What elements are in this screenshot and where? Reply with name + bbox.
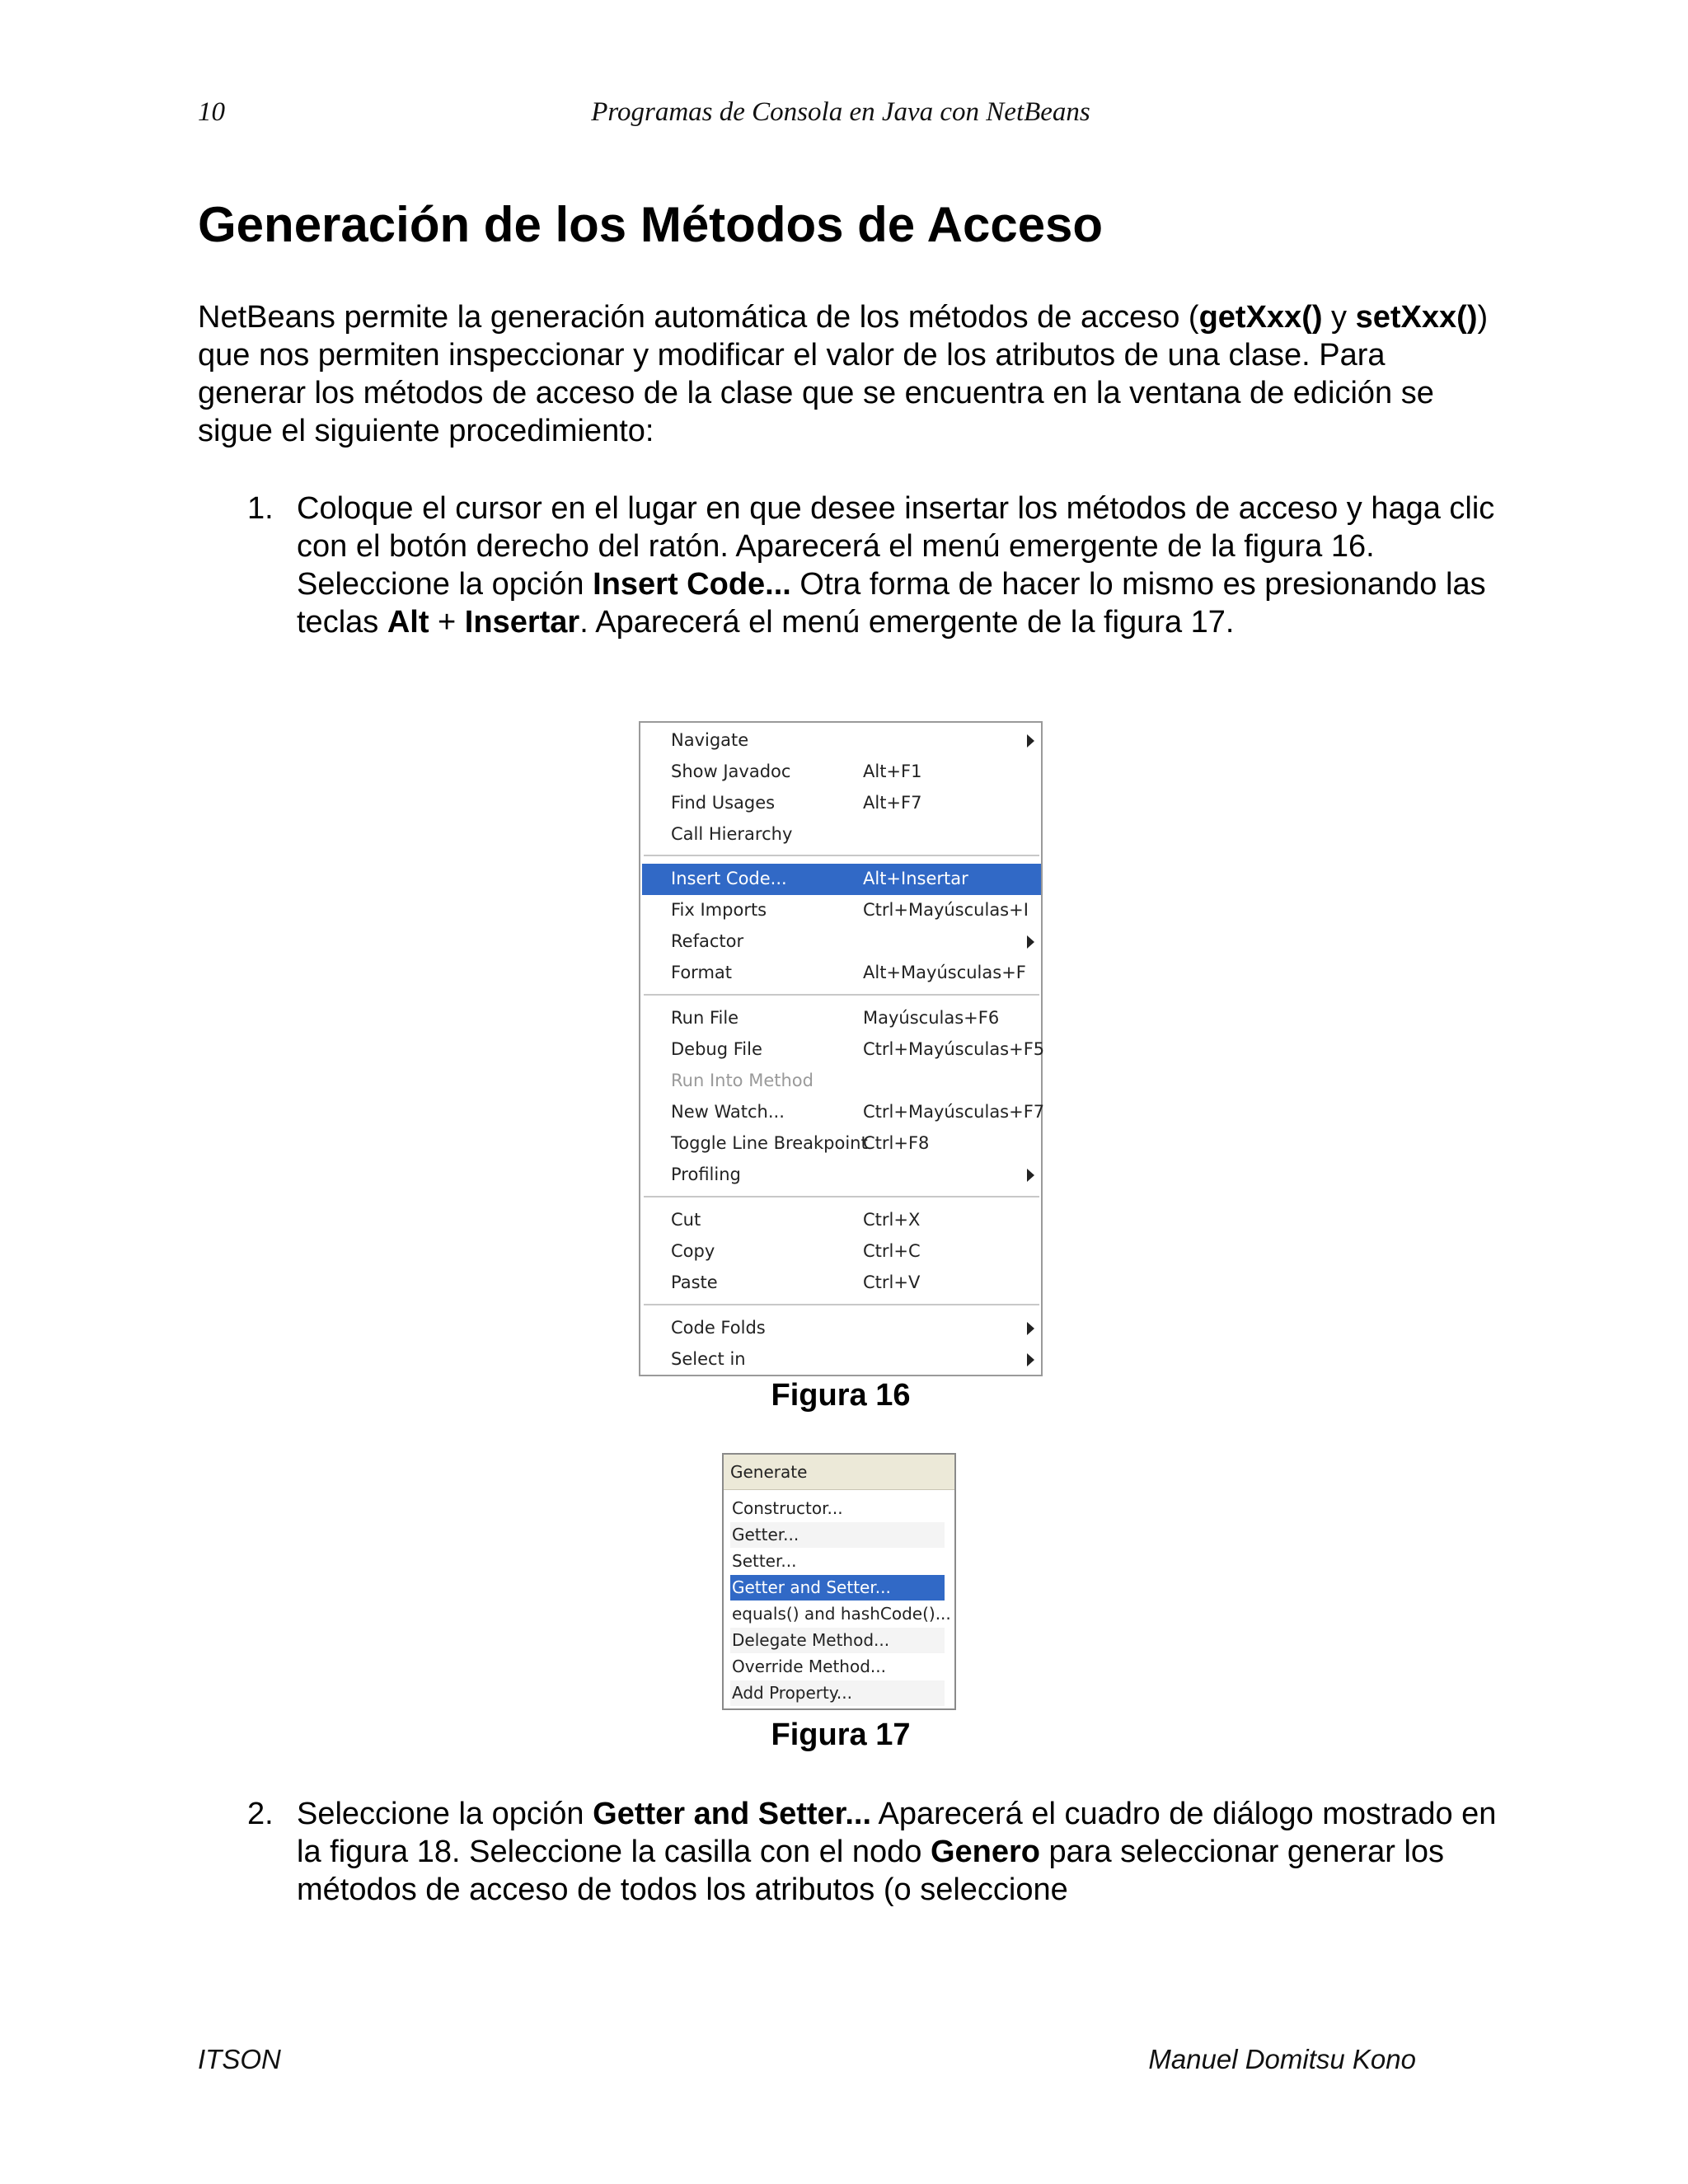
menu-item-insert-code[interactable]: Insert Code... Alt+Insertar xyxy=(642,864,1041,895)
generate-item-getter[interactable]: Getter... xyxy=(730,1522,945,1548)
menu-item-code-folds[interactable]: Code Folds xyxy=(642,1313,1041,1344)
book-title: Programas de Consola en Java con NetBeans xyxy=(591,97,1090,127)
menu-item-copy[interactable]: Copy Ctrl+C xyxy=(671,1241,921,1261)
generate-item-override-method[interactable]: Override Method... xyxy=(732,1657,886,1676)
menu-item-fix-imports[interactable]: Fix Imports Ctrl+Mayúsculas+I xyxy=(671,900,1029,920)
menu-item-cut[interactable]: Cut Ctrl+X xyxy=(671,1210,921,1230)
menu-item-format[interactable]: Format Alt+Mayúsculas+F xyxy=(671,963,1026,982)
submenu-arrow-icon xyxy=(1027,1169,1034,1182)
list-number: 1. xyxy=(247,491,274,526)
figure-17-caption: Figura 17 xyxy=(771,1718,911,1752)
generate-item-constructor[interactable]: Constructor... xyxy=(732,1498,843,1518)
menu-item-refactor[interactable]: Refactor xyxy=(642,926,1041,958)
list-text: Coloque el cursor en el lugar en que desee insertar los métodos de acceso y haga clic con el botón derecho del ratón. Aparecerá el menú emergente de la figura 16. Seleccione la opción Insert Code... Otra forma de hacer lo mismo es presionando las teclas Alt + Insertar. Aparecerá el menú emergente de la figura 17. xyxy=(297,491,1495,640)
footer-right: Manuel Domitsu Kono xyxy=(1148,2044,1416,2074)
running-header xyxy=(198,97,1500,138)
generate-item-delegate-method[interactable]: Delegate Method... xyxy=(730,1628,945,1653)
menu-item-run-into-method: Run Into Method xyxy=(671,1071,814,1090)
page-number: 10 xyxy=(198,97,225,127)
submenu-arrow-icon xyxy=(1027,935,1034,949)
menu-separator xyxy=(644,1304,1039,1306)
submenu-arrow-icon xyxy=(1027,1353,1034,1366)
menu-item-select-in[interactable]: Select in xyxy=(642,1344,1041,1376)
menu-item-profiling[interactable]: Profiling xyxy=(642,1160,1041,1191)
menu-separator xyxy=(644,1196,1039,1198)
intro-paragraph: NetBeans permite la generación automática de los métodos de acceso (getXxx() y setXxx()) que nos permiten inspeccionar y modificar el valor de los atributos de una clase. Para generar los métodos de acceso de la clase que se encuentra en la ventana de edición se sigue el siguiente procedimiento: xyxy=(198,300,1489,448)
menu-item-run-file[interactable]: Run File Mayúsculas+F6 xyxy=(671,1008,1000,1028)
footer-left: ITSON xyxy=(198,2044,281,2074)
generate-menu-figure-17 xyxy=(722,1453,956,1710)
menu-item-navigate[interactable]: Navigate xyxy=(642,725,1041,757)
list-text: Seleccione la opción Getter and Setter... Aparecerá el cuadro de diálogo mostrado en la figura 18. Seleccione la casilla con el nodo Genero para seleccionar generar los métodos de acceso de todos los atributos (o seleccione xyxy=(297,1797,1497,1907)
submenu-arrow-icon xyxy=(1027,1322,1034,1335)
menu-separator xyxy=(644,855,1039,857)
figure-16-caption: Figura 16 xyxy=(771,1378,911,1413)
context-menu-figure-16 xyxy=(639,721,1043,1376)
menu-separator xyxy=(644,994,1039,996)
menu-item-toggle-line-breakpoint[interactable]: Toggle Line Breakpoint Ctrl+F8 xyxy=(671,1133,930,1153)
menu-item-paste[interactable]: Paste Ctrl+V xyxy=(671,1272,921,1292)
menu-item-call-hierarchy[interactable]: Call Hierarchy xyxy=(671,824,793,844)
menu-item-debug-file[interactable]: Debug File Ctrl+Mayúsculas+F5 xyxy=(671,1039,1045,1059)
generate-item-setter[interactable]: Setter... xyxy=(732,1551,797,1571)
menu-item-new-watch[interactable]: New Watch... Ctrl+Mayúsculas+F7 xyxy=(671,1102,1045,1122)
generate-item-getter-and-setter[interactable]: Getter and Setter... xyxy=(730,1575,945,1601)
submenu-arrow-icon xyxy=(1027,734,1034,748)
list-number: 2. xyxy=(247,1797,274,1831)
menu-item-show-javadoc[interactable]: Show Javadoc Alt+F1 xyxy=(671,762,922,781)
generate-menu-title: Generate xyxy=(724,1455,954,1490)
generate-item-equals-hashcode[interactable]: equals() and hashCode()... xyxy=(732,1604,951,1624)
menu-item-find-usages[interactable]: Find Usages Alt+F7 xyxy=(671,793,922,813)
generate-item-add-property[interactable]: Add Property... xyxy=(730,1680,945,1706)
section-title: Generación de los Métodos de Acceso xyxy=(198,197,1104,252)
